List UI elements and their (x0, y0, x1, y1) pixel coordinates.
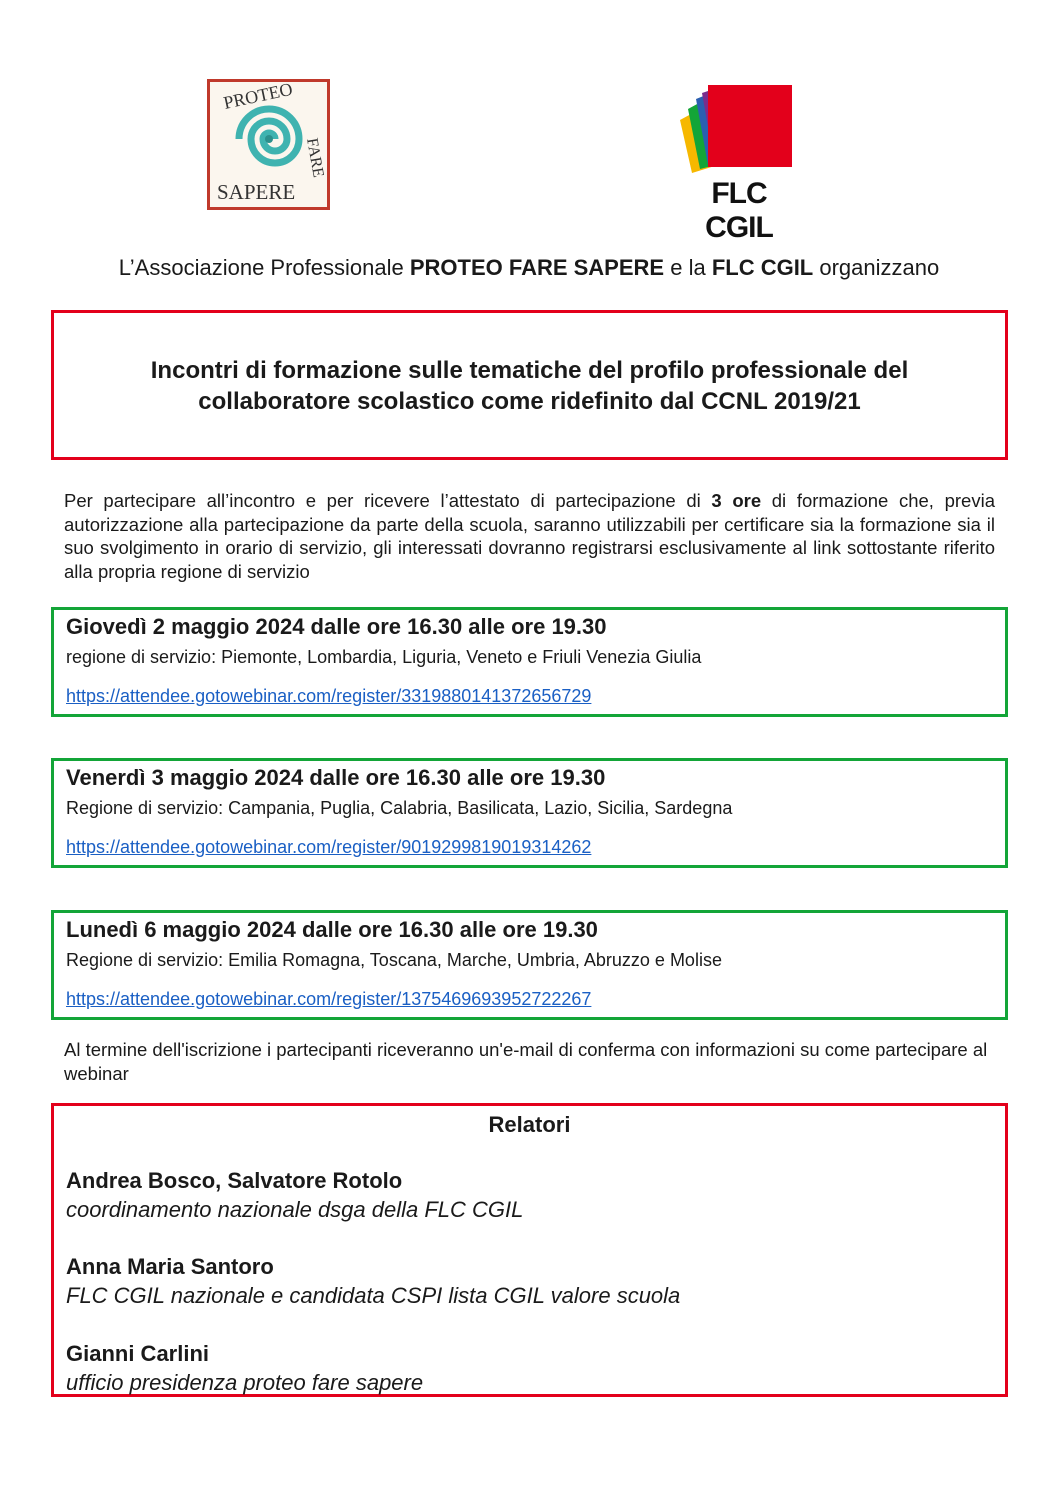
event-region: Regione di servizio: Emilia Romagna, Toscana, Marche, Umbria, Abruzzo e Molise (66, 950, 722, 970)
event-register-link[interactable]: https://attendee.gotowebinar.com/register/1375469693952722267 (66, 989, 592, 1009)
speaker-name: Andrea Bosco, Salvatore Rotolo (66, 1168, 403, 1193)
relatori-box (51, 1103, 1008, 1397)
speaker-role: coordinamento nazionale dsga della FLC CGIL (66, 1197, 524, 1222)
speaker-name: Gianni Carlini (66, 1341, 210, 1366)
page-title: Incontri di formazione sulle tematiche del profilo professionale del collaboratore scolastico come ridefinito dal CCNL 2019/21 (150, 357, 909, 415)
event-region: Regione di servizio: Campania, Puglia, Calabria, Basilicata, Lazio, Sicilia, Sardegna (66, 798, 733, 818)
speaker-role: FLC CGIL nazionale e candidata CSPI lista CGIL valore scuola (66, 1283, 681, 1308)
speaker-name: Anna Maria Santoro (66, 1254, 274, 1279)
org-flc-cgil: FLC CGIL (711, 255, 814, 280)
svg-text:SAPERE: SAPERE (217, 180, 296, 204)
relatori-title: Relatori (488, 1112, 571, 1137)
event-box-1 (51, 607, 1008, 717)
proteo-fare-sapere-logo (207, 79, 330, 210)
speaker-role: ufficio presidenza proteo fare sapere (66, 1370, 424, 1395)
event-register-link[interactable]: https://attendee.gotowebinar.com/register/9019299819019314262 (66, 837, 592, 857)
event-box-2 (51, 758, 1008, 868)
event-box-3 (51, 910, 1008, 1020)
instructions-paragraph: Per partecipare all’incontro e per ricevere l’attestato di partecipazione di 3 ore di formazione che, previa autorizzazione alla partecipazione da parte della scuola, saranno utilizzabili per certificare sia la formazione sia il suo svolgimento in orario di servizio, gli interessati dovranno registrarsi esclusivamente al link sottostante riferito alla propria regione di servizio (64, 490, 995, 582)
confirmation-note: Al termine dell'iscrizione i partecipanti riceveranno un'e-mail di conferma con informazioni su come partecipare al webinar (64, 1039, 988, 1084)
svg-text:PROTEO: PROTEO (221, 79, 295, 113)
flc-cgil-wordmark: FLC CGIL (705, 177, 773, 244)
event-register-link[interactable]: https://attendee.gotowebinar.com/register/3319880141372656729 (66, 686, 592, 706)
intro-line: L’Associazione Professionale PROTEO FARE SAPERE e la FLC CGIL organizzano (118, 255, 940, 280)
event-region: regione di servizio: Piemonte, Lombardia, Liguria, Veneto e Friuli Venezia Giulia (66, 647, 702, 667)
org-proteo: PROTEO FARE SAPERE (409, 255, 665, 280)
svg-text:FARE: FARE (303, 136, 327, 179)
event-heading: Venerdì 3 maggio 2024 dalle ore 16.30 alle ore 19.30 (66, 765, 606, 790)
event-heading: Lunedì 6 maggio 2024 dalle ore 16.30 alle ore 19.30 (66, 917, 598, 942)
title-box (51, 310, 1008, 460)
event-heading: Giovedì 2 maggio 2024 dalle ore 16.30 alle ore 19.30 (66, 614, 607, 639)
flc-cgil-logo (678, 85, 800, 244)
